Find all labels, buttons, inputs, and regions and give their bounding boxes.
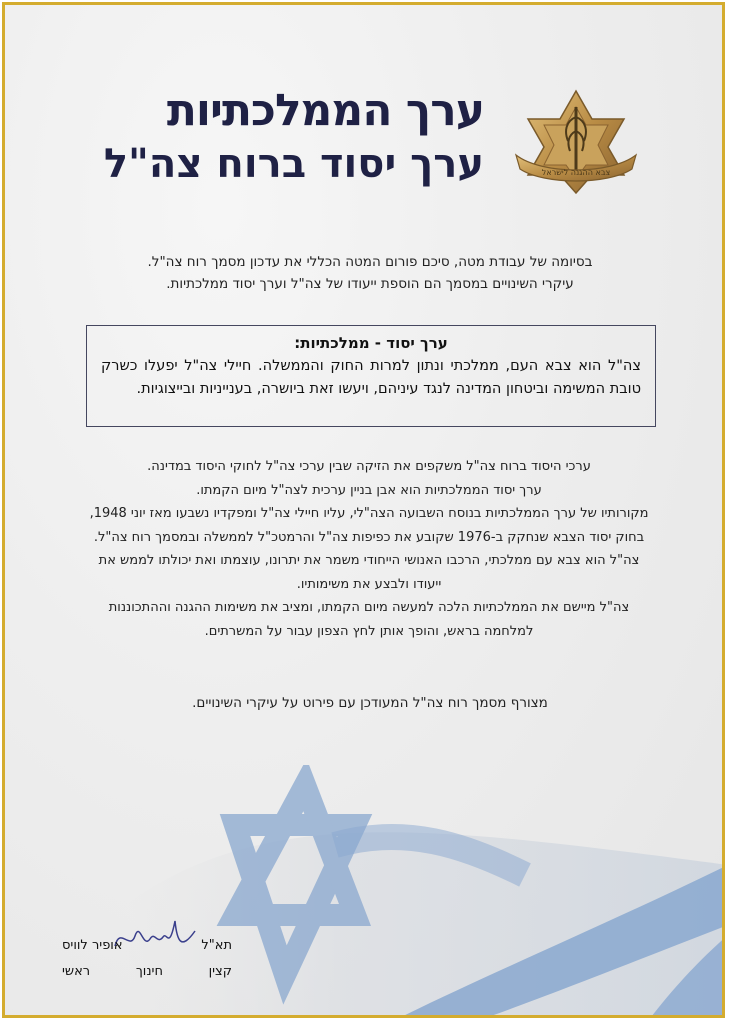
- page-subtitle: ערך יסוד ברוח צה"ל: [103, 141, 484, 187]
- box-title: ערך יסוד - ממלכתיות:: [294, 334, 448, 352]
- body-paragraph: [80, 455, 658, 643]
- signer-name: אופיר לוויס: [62, 938, 123, 953]
- page-title: ערך הממלכתיות: [166, 85, 484, 136]
- signature-block: [62, 933, 232, 985]
- intro-line: בסיומה של עבודת מטה, סיכם פורום המטה הכללי את עדכון מסמך רוח צה"ל.: [147, 254, 593, 270]
- body-line: למלחמה בראש, והופך אותן לחץ הצפון עבור על המשרתים.: [204, 623, 534, 639]
- body-line: בחוק יסוד הצבא שנחקק ב-1976 שקובע את כפיפות צה"ל והרמטכ"ל לממשלה ובמסמך רוח צה"ל.: [93, 529, 645, 545]
- signature-name-row: [62, 933, 232, 959]
- body-line: ייעודו ולבצע את משימותיו.: [296, 576, 442, 592]
- value-definition-box: [86, 325, 656, 427]
- intro-line: עיקרי השינויים במסמך הם הוספת ייעודו של צה"ל וערך יסוד ממלכתיות.: [166, 276, 574, 292]
- body-line: ערך יסוד הממלכתיות הוא אבן בניין ערכית לצה"ל מיום הקמתו.: [196, 482, 542, 498]
- intro-paragraph: [125, 251, 615, 295]
- attachment-note: מצורף מסמך רוח צה"ל המעודכן עם פירוט על עיקרי השינויים.: [192, 695, 548, 711]
- signer-role-word: ראשי: [62, 964, 91, 979]
- body-line: צה"ל הוא צבא עם ממלכתי, הרכבו האנושי הייחודי משמר את יתרונו, עוצמתו ואת יכולתו לממש את: [98, 553, 640, 568]
- emblem-text: צבא ההגנה לישראל: [541, 168, 611, 177]
- signer-role-word: קצין: [208, 964, 232, 979]
- body-line: ערכי היסוד ברוח צה"ל משקפים את הזיקה שבין ערכי צה"ל לחוקי היסוד במדינה.: [147, 459, 591, 474]
- signature-role-row: [62, 959, 232, 985]
- idf-emblem-icon: [512, 87, 640, 195]
- box-text: צה"ל הוא צבא העם, ממלכתי ונתון למרות החוק והממשלה. חיילי צה"ל יפעלו כשרק טובת המשימה וביטחון המדינה לנגד עיניהם, ויעשו זאת ביושרה, בענייניות ובייצוגיות.: [101, 358, 641, 397]
- document-frame: [2, 2, 725, 1018]
- body-line: מקורותיו של ערך הממלכתיות בנוסח השבועה הצה"לי, עליו חיילי צה"ל ומפקדיו נשבעו מאז יוני 1948,: [89, 506, 649, 521]
- signer-role-word: חינוך: [135, 964, 163, 979]
- signer-rank: תא"ל: [201, 938, 232, 953]
- body-line: צה"ל מיישם את הממלכתיות הלכה למעשה מיום הקמתו, ומציב את משימות ההגנה וההתכוננות: [108, 600, 630, 615]
